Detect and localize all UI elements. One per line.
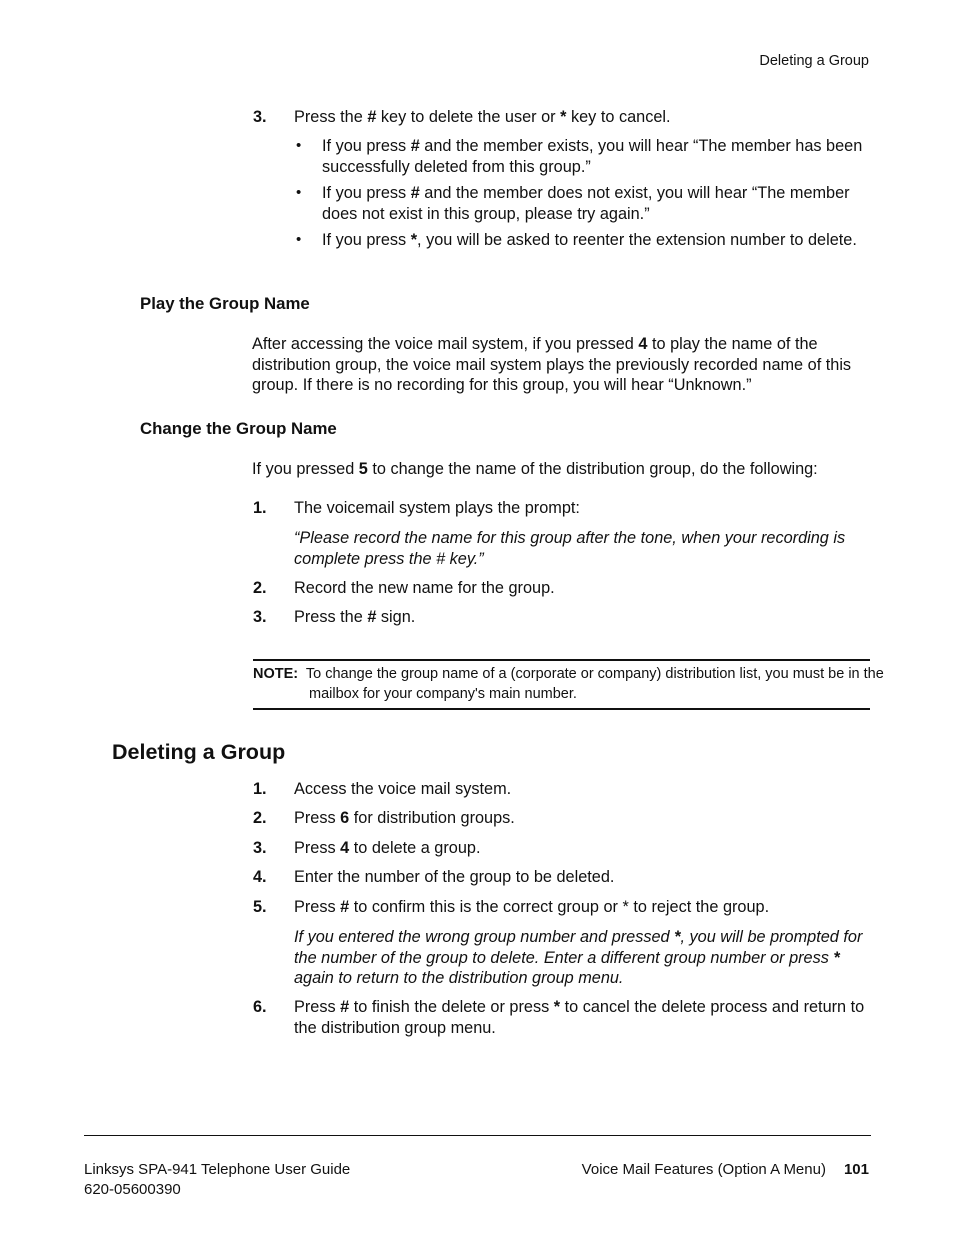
step-number: 3. xyxy=(253,108,267,126)
prompt-quote: “Please record the name for this group after the tone, when your recording is complete press the # key.” xyxy=(294,529,846,568)
bullet-text: If you press # and the member exists, you will hear “The member has been successfully deleted from this group.” xyxy=(322,137,863,176)
step-text: Press the # sign. xyxy=(294,608,416,626)
step-number: 3. xyxy=(253,839,267,857)
footer-guide-title: Linksys SPA-941 Telephone User Guide xyxy=(84,1161,351,1178)
bullet-text: If you press # and the member does not exist, you will hear “The member does not exist in this group, please try again.” xyxy=(322,184,850,223)
footer-doc-number: 620-05600390 xyxy=(84,1181,181,1198)
play-group-name-paragraph: After accessing the voice mail system, if you pressed 4 to play the name of the distribution group, the voice mail system plays the previously recorded name of this group. If there is no recording for this group, you will hear “Unknown.” xyxy=(252,335,852,394)
step-text: Enter the number of the group to be deleted. xyxy=(294,868,615,886)
note-bottom-rule xyxy=(253,708,870,710)
bullet-icon: • xyxy=(296,137,302,154)
section-heading-play-group-name: Play the Group Name xyxy=(140,294,310,313)
step-number: 2. xyxy=(253,809,267,827)
step-text: Press # to finish the delete or press * to cancel the delete process and return to the distribution group menu. xyxy=(294,998,865,1037)
footer-rule xyxy=(84,1135,871,1136)
step-number: 3. xyxy=(253,608,267,626)
page-number: 101 xyxy=(843,1161,869,1178)
bullet-icon: • xyxy=(296,231,302,248)
step-text: Press 4 to delete a group. xyxy=(294,839,481,857)
bullet-text: If you press *, you will be asked to reenter the extension number to delete. xyxy=(322,231,857,249)
step-text: The voicemail system plays the prompt: xyxy=(294,499,580,517)
section-heading-change-group-name: Change the Group Name xyxy=(140,419,337,438)
note-top-rule xyxy=(253,659,870,661)
step-number: 1. xyxy=(253,780,267,798)
wrong-group-note: If you entered the wrong group number and pressed *, you will be prompted for the number of the group to delete. Enter a different group number or press * again to return to the distribution group menu. xyxy=(294,928,863,987)
note-text: To change the group name of a (corporate or company) distribution list, you must be in the mailbox for your company's main number. xyxy=(305,666,884,702)
step-number: 1. xyxy=(253,499,267,517)
step-number: 5. xyxy=(253,898,267,916)
running-header: Deleting a Group xyxy=(759,53,869,69)
step-text: Access the voice mail system. xyxy=(294,780,512,798)
note-label: NOTE: xyxy=(253,666,299,682)
step-number: 6. xyxy=(253,998,267,1016)
footer-chapter: Voice Mail Features (Option A Menu) xyxy=(581,1161,826,1178)
bullet-icon: • xyxy=(296,184,302,201)
change-group-name-intro: If you pressed 5 to change the name of the distribution group, do the following: xyxy=(252,460,818,478)
step-text: Record the new name for the group. xyxy=(294,579,555,597)
section-heading-deleting-group: Deleting a Group xyxy=(112,740,286,764)
step-number: 2. xyxy=(253,579,267,597)
step-text: Press the # key to delete the user or * key to cancel. xyxy=(294,108,671,126)
note-box xyxy=(253,665,926,704)
footer-chapter-page xyxy=(582,1160,869,1180)
step-number: 4. xyxy=(253,868,267,886)
step-text: Press 6 for distribution groups. xyxy=(294,809,515,827)
step-text: Press # to confirm this is the correct group or * to reject the group. xyxy=(294,898,770,916)
